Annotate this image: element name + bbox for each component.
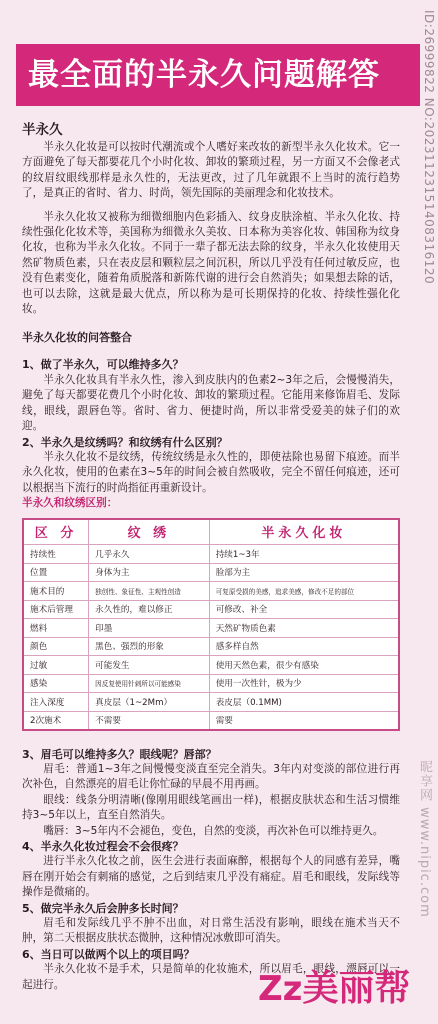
table-row [23, 693, 399, 712]
table-cell: 身体为主 [89, 563, 210, 582]
page-title: 最全面的半永久问题解答 [16, 44, 420, 106]
table-cell: 燃料 [23, 619, 89, 638]
question-3: 3、眉毛可以维持多久？眼线呢？唇部？ [22, 747, 217, 761]
answer-6: 半永久化妆不是手术，只是简单的化妆施术，所以眉毛，眼线，漂唇可以一起进行。 [22, 963, 400, 991]
table-row [23, 637, 399, 656]
table-cell: 需要 [209, 711, 399, 730]
question-1: 1、做了半永久，可以维持多久？ [22, 358, 184, 372]
intro-paragraph-2: 半永久化妆又被称为细微细胞内色彩插入、纹身皮肤涂植、半永久化妆、持续性强化化妆术等，美国称为细微永久美妆、日本称为美容化妆、韩国称为纹身化妆，也称为半永久化妆。不同于一辈子都无法去除的纹身，半永久化妆使用天然矿物质色素，只在表皮层和颗粒层之间沉积，所以几乎没有任何过敏反应，也没有色素变化，随着角质脱落和新陈代谢的进行会自然消失；如果想去除的话，也可以去除，这就是最大优点，所以称为是可长期保持的化妆、持续性强化化妆。 [22, 210, 400, 316]
comparison-table [22, 518, 400, 731]
table-cell: 真皮层（1~2Mm） [89, 693, 210, 712]
table-header-row [23, 519, 399, 545]
answer-5: 眉毛和发际线几乎不肿不出血，对日常生活没有影响，眼线在施术当天不肿，第二天根据皮肤状态微肿，这种情况冰敷即可消失。 [22, 917, 400, 945]
table-cell: 可能发生 [89, 656, 210, 675]
table-cell: 因反复使用针刺所以可能感染 [89, 674, 210, 693]
brand-name: 美丽帮 [302, 968, 411, 1009]
question-6: 6、当日可以做两个以上的项目吗？ [22, 947, 195, 961]
question-5: 5、做完半永久后会肿多长时间？ [22, 901, 184, 915]
table-cell: 可修改、补全 [209, 600, 399, 619]
table-row [23, 674, 399, 693]
table-cell: 位置 [23, 563, 89, 582]
table-cell: 施术目的 [23, 582, 89, 601]
brand-logo [258, 960, 410, 1011]
qa-section-title: 半永久化妆的问答整合 [22, 331, 132, 345]
question-2: 2、半永久是纹绣吗？和纹绣有什么区别？ [22, 435, 228, 449]
table-cell: 过敏 [23, 656, 89, 675]
table-cell: 表皮层（0.1MM) [209, 693, 399, 712]
table-cell: 天然矿物质色素 [209, 619, 399, 638]
table-cell: 注入深度 [23, 693, 89, 712]
table-cell: 感多样自然 [209, 637, 399, 656]
table-cell: 可复原受损的美感，追求美感，修改不足的部位 [209, 582, 399, 601]
brand-prefix: Zz [258, 969, 303, 1009]
table-row [23, 656, 399, 675]
table-header-semi-permanent: 半永久化妆 [209, 519, 399, 545]
answer-3-eyeliner: 眼线：线条分明清晰(像刚用眼线笔画出一样)，根据皮肤状态和生活习惯维持3~5年以上，直至自然消失。 [22, 793, 400, 822]
table-row [23, 619, 399, 638]
watermark-text: 昵享网 www.nipic.com [417, 760, 432, 918]
table-header-category: 区 分 [23, 519, 89, 545]
answer-1: 半永久化妆具有半永久性，渗入到皮肤内的色素2~3年之后，会慢慢消失，避免了每天都要花费几个小时化妆、卸妆的繁琐过程。它能用来修饰眉毛、发际线，眼线，跟唇色等。省时、省力、便捷时尚，所以非常受爱美的妹子们的欢迎。 [22, 373, 400, 433]
table-cell: 独创性、象征性、主观性创造 [89, 582, 210, 601]
table-cell: 施术后管理 [23, 600, 89, 619]
article-body [22, 118, 400, 993]
answer-2: 半永久化妆不是纹绣，传统纹绣是永久性的，即使祛除也易留下痕迹。而半永久化妆，使用的色素在3~5年的时间会被自然吸收，完全不留任何痕迹，还可以根据当下流行的时尚指征再重新设计。 [22, 450, 400, 494]
table-row [23, 582, 399, 601]
table-cell: 不需要 [89, 711, 210, 730]
table-cell: 黑色、强烈的形象 [89, 637, 210, 656]
table-cell: 几乎永久 [89, 545, 210, 564]
intro-heading: 半永久 [22, 122, 63, 138]
table-cell: 脸部为主 [209, 563, 399, 582]
difference-label: 半永久和纹绣区别： [22, 497, 118, 510]
table-row [23, 545, 399, 564]
table-cell: 颜色 [23, 637, 89, 656]
table-cell: 印墨 [89, 619, 210, 638]
answer-3-lips: 嘴唇：3~5年内不会褪色，变色，自然的变淡，再次补色可以维持更久。 [43, 824, 384, 837]
table-row [23, 711, 399, 730]
image-id-text: ID:26999822 NO:20231123151408316120 [422, 10, 436, 285]
intro-paragraph-1: 半永久化妆是可以按时代潮流或个人嗜好来改妆的新型半永久化妆术。它一方面避免了每天都要花几个小时化妆、卸妆的繁琐过程，另一方面又不会像老式的纹眉纹眼线那样是永久性的，无法更改，过了几年就跟不上当时的流行趋势了，是真正的省时、省力、时尚，领先国际的美丽理念和化妆技术。 [22, 141, 400, 200]
table-cell: 2次施术 [23, 711, 89, 730]
table-cell: 持续1~3年 [209, 545, 399, 564]
answer-4: 进行半永久化妆之前，医生会进行表面麻醉，根据每个人的同感有差异，嘴唇在刚开始会有刺痛的感觉，之后到结束几乎没有痛症。眉毛和眼线，发际线等操作是微痛的。 [22, 855, 400, 899]
question-4: 4、半永久化妆过程会不会很疼？ [22, 839, 184, 853]
table-row [23, 600, 399, 619]
table-cell: 持续性 [23, 545, 89, 564]
table-cell: 永久性的，难以修正 [89, 600, 210, 619]
table-cell: 使用一次性针，极为少 [209, 674, 399, 693]
table-cell: 使用天然色素，很少有感染 [209, 656, 399, 675]
table-header-tattoo: 纹 绣 [89, 519, 210, 545]
answer-3-eyebrow: 眉毛：普通1~3年之间慢慢变淡直至完全消失。3年内对变淡的部位进行再次补色，自然漂亮的眉毛让你忙碌的早晨不用再画。 [22, 762, 400, 791]
table-cell: 感染 [23, 674, 89, 693]
table-row [23, 563, 399, 582]
